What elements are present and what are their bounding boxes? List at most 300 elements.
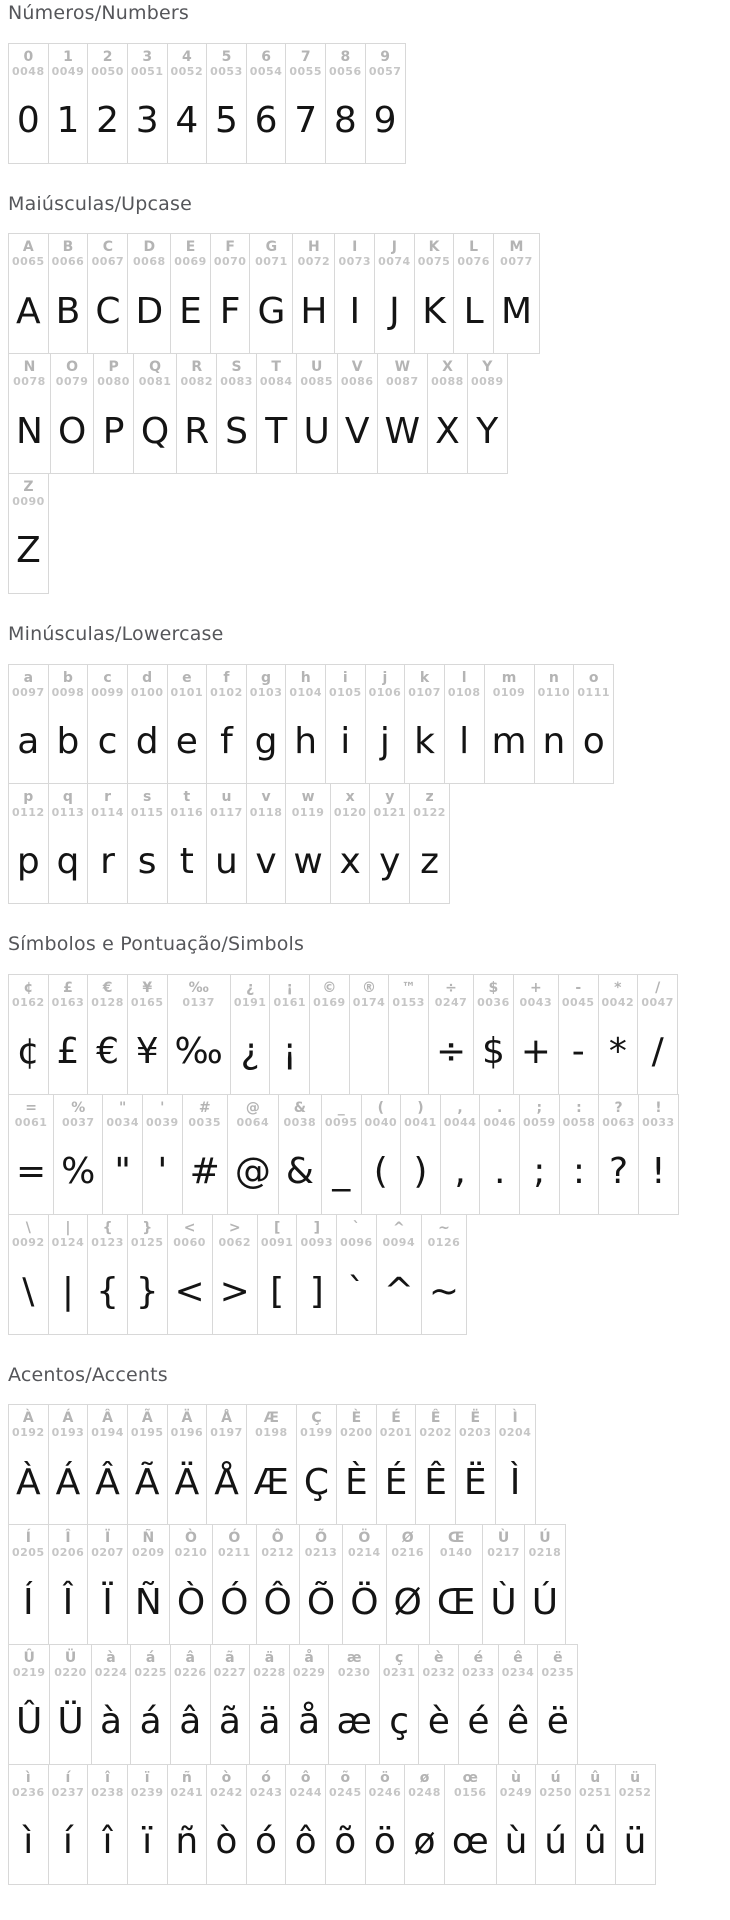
char-cell-0055 (286, 44, 326, 163)
char-code: 0126 (427, 1235, 461, 1249)
char-cell-0061 (9, 1095, 54, 1214)
glyph-sample: É (384, 1461, 408, 1503)
glyph-sample: ñ (175, 1821, 199, 1863)
char-code: 0193 (51, 1426, 85, 1440)
ref-char: U (311, 359, 323, 376)
ref-char: # (198, 1099, 211, 1116)
glyph-sample: ] (309, 1271, 324, 1313)
glyph-sample: Ò (176, 1581, 206, 1623)
glyph-sample: n (542, 720, 566, 762)
ref-char: Z (23, 479, 34, 496)
glyph-sample (353, 1010, 386, 1094)
glyph-sample: Ì (509, 1461, 521, 1503)
glyph-sample: S (225, 410, 248, 452)
char-cell-0203 (456, 1405, 496, 1524)
char-code: 0105 (329, 685, 362, 699)
glyph-sample: | (61, 1271, 74, 1313)
char-cell-0248 (405, 1765, 445, 1884)
char-cell-0083 (217, 354, 257, 473)
char-code: 0250 (539, 1785, 572, 1799)
char-code: 0124 (51, 1235, 85, 1249)
glyph-sample: v (255, 840, 277, 882)
glyph-sample: . (493, 1151, 506, 1193)
char-code: 0165 (130, 996, 164, 1010)
char-code: 0163 (51, 996, 85, 1010)
char-cell-0056 (326, 44, 366, 163)
char-cell-0071 (250, 234, 293, 353)
ref-char: Û (23, 1650, 35, 1667)
char-code: 0243 (249, 1785, 283, 1799)
ref-char: - (575, 980, 582, 997)
char-cell-0229 (290, 1645, 330, 1764)
char-code: 0128 (91, 996, 124, 1010)
ref-char: F (225, 239, 235, 256)
char-code: 0113 (51, 805, 85, 819)
char-cell-0232 (419, 1645, 459, 1764)
char-code: 0033 (642, 1116, 675, 1129)
char-code: 0062 (218, 1235, 252, 1249)
char-cell-0067 (88, 234, 128, 353)
glyph-sample: h (294, 720, 318, 762)
ref-char: Ò (185, 1530, 197, 1547)
char-cell-0047 (638, 975, 677, 1094)
char-code: 0153 (392, 996, 425, 1010)
glyph-sample: g (254, 720, 278, 762)
ref-char: í (65, 1769, 71, 1786)
ref-char: < (183, 1219, 196, 1236)
ref-char: B (62, 239, 74, 256)
glyph-sample: Ù (490, 1581, 517, 1623)
char-cell-0099 (88, 665, 128, 784)
ref-char: ï (144, 1769, 150, 1786)
ref-char: N (23, 359, 36, 376)
char-code: 0196 (170, 1426, 204, 1440)
ref-char: R (191, 359, 203, 376)
char-cell-0041 (401, 1095, 441, 1214)
char-cell-0196 (168, 1405, 208, 1524)
char-code: 0053 (210, 64, 243, 78)
char-cell-0128 (88, 975, 128, 1094)
char-code: 0238 (91, 1785, 124, 1799)
ref-char: ã (225, 1650, 235, 1667)
char-cell-0109 (485, 665, 535, 784)
glyph-sample: J (389, 290, 400, 332)
char-cell-0097 (9, 665, 49, 784)
ref-char: y (385, 789, 395, 806)
glyph-sample: w (293, 840, 323, 882)
glyph-sample: ë (546, 1701, 569, 1743)
ref-char: 5 (221, 48, 232, 65)
glyph-sample: j (379, 720, 390, 762)
ref-char: ¿ (246, 980, 255, 997)
char-cell-0122 (410, 784, 449, 903)
char-code: 0125 (130, 1235, 164, 1249)
char-code: 0120 (333, 805, 367, 819)
glyph-sample: ä (258, 1701, 281, 1743)
char-code: 0239 (130, 1785, 164, 1799)
char-cell-0074 (375, 234, 415, 353)
char-cell-0238 (88, 1765, 128, 1884)
char-code: 0218 (528, 1546, 562, 1560)
glyph-sample: 9 (373, 100, 397, 142)
char-row (8, 783, 450, 904)
ref-char: O (66, 359, 79, 376)
ref-char: K (428, 239, 440, 256)
ref-char: | (65, 1219, 71, 1236)
glyph-sample: ! (651, 1151, 666, 1193)
char-cell-0251 (576, 1765, 616, 1884)
char-cell-0043 (514, 975, 559, 1094)
glyph-sample: 6 (254, 100, 278, 142)
ref-char: \ (25, 1219, 31, 1236)
char-cell-0214 (343, 1525, 386, 1644)
ref-char: é (473, 1650, 484, 1667)
char-cell-0044 (441, 1095, 481, 1214)
char-code: 0213 (304, 1546, 338, 1560)
char-code: 0070 (213, 255, 247, 269)
ref-char: Ï (104, 1530, 111, 1547)
char-code: 0034 (106, 1116, 140, 1129)
ref-char: 2 (102, 48, 113, 65)
glyph-sample: ú (544, 1821, 568, 1863)
char-cell-0116 (168, 784, 208, 903)
glyph-sample: Ë (463, 1461, 487, 1503)
glyph-sample: } (135, 1271, 159, 1313)
char-cell-0247 (429, 975, 474, 1094)
ref-char: u (221, 789, 232, 806)
glyph-sample: Ñ (134, 1581, 162, 1623)
ref-char: ; (536, 1099, 543, 1116)
ref-char: Ù (497, 1530, 510, 1547)
char-row (8, 1094, 679, 1215)
glyph-sample: ~ (428, 1271, 460, 1313)
char-code: 0064 (236, 1116, 270, 1129)
ref-char: _ (337, 1099, 345, 1116)
glyph-sample: Õ (306, 1581, 336, 1623)
char-cell-0162 (9, 975, 49, 1094)
char-code: 0082 (180, 375, 214, 389)
char-cell-0095 (322, 1095, 362, 1214)
glyph-sample: 1 (56, 100, 80, 142)
char-cell-0119 (286, 784, 330, 903)
char-code: 0207 (91, 1546, 124, 1560)
glyph-sample: F (219, 290, 241, 332)
ref-char: J (391, 239, 397, 256)
char-code: 0041 (404, 1116, 437, 1129)
char-cell-0040 (362, 1095, 402, 1214)
glyph-sample: t (179, 840, 194, 882)
glyph-sample: Ï (102, 1581, 113, 1623)
glyph-sample: æ (336, 1701, 372, 1743)
ref-char: Å (221, 1410, 232, 1427)
glyph-sample: \ (22, 1271, 35, 1313)
glyph-sample: Ã (134, 1461, 160, 1503)
char-cell-0098 (49, 665, 89, 784)
ref-char: & (293, 1099, 306, 1116)
glyph-sample: d (135, 720, 159, 762)
ref-char: x (345, 789, 355, 806)
char-cell-0072 (293, 234, 335, 353)
section-title-accents: Acentos/Accents (8, 1363, 168, 1386)
glyph-sample: è (427, 1701, 450, 1743)
ref-char: ] (313, 1219, 320, 1236)
char-cell-0038 (279, 1095, 322, 1214)
char-cell-0034 (103, 1095, 143, 1214)
char-cell-0224 (92, 1645, 132, 1764)
char-code: 0039 (146, 1116, 179, 1129)
char-cell-0082 (177, 354, 217, 473)
glyph-sample: õ (334, 1821, 357, 1863)
glyph-sample: ? (609, 1151, 629, 1193)
glyph-sample: È (345, 1461, 368, 1503)
char-code: 0204 (498, 1426, 532, 1440)
char-code: 0156 (453, 1785, 487, 1799)
ref-char: 3 (142, 48, 153, 65)
glyph-sample: ^ (383, 1271, 414, 1313)
char-cell-0035 (183, 1095, 228, 1214)
ref-char: Ø (401, 1530, 414, 1547)
char-code: 0233 (462, 1666, 495, 1680)
ref-char: P (108, 359, 119, 376)
ref-char: € (102, 980, 113, 997)
char-code: 0037 (61, 1116, 95, 1129)
ref-char: ø (419, 1769, 430, 1786)
char-cell-0073 (335, 234, 375, 353)
ref-char: m (501, 669, 517, 686)
char-cell-0252 (616, 1765, 655, 1884)
char-code: 0086 (340, 375, 374, 389)
ref-char: . (497, 1099, 503, 1116)
glyph-sample: Á (55, 1461, 81, 1503)
char-code: 0088 (431, 375, 464, 389)
ref-char: À (22, 1410, 34, 1427)
char-code: 0099 (91, 685, 124, 699)
char-code: 0068 (133, 255, 166, 269)
glyph-sample: ) (413, 1151, 428, 1193)
char-code: 0056 (329, 64, 362, 78)
char-cell-0209 (128, 1525, 170, 1644)
char-code: 0197 (210, 1426, 243, 1440)
ref-char: ' (160, 1099, 165, 1116)
char-row (8, 233, 540, 354)
glyph-sample: _ (332, 1151, 351, 1193)
glyph-sample: Å (214, 1461, 239, 1503)
char-code: 0067 (91, 255, 125, 269)
ref-char: ñ (181, 1769, 192, 1786)
char-code: 0162 (12, 996, 45, 1010)
glyph-sample: 8 (333, 100, 357, 142)
glyph-sample: û (583, 1821, 607, 1863)
char-cell-0060 (168, 1215, 213, 1334)
char-code: 0109 (492, 685, 526, 699)
char-cell-0110 (535, 665, 575, 784)
char-code: 0174 (352, 996, 386, 1010)
ref-char: å (304, 1650, 314, 1667)
ref-char: q (62, 789, 73, 806)
glyph-sample: + (520, 1031, 551, 1073)
ref-char: X (442, 359, 453, 376)
char-cell-0104 (286, 665, 326, 784)
ref-char: Î (65, 1530, 71, 1547)
ref-char: a (23, 669, 34, 686)
char-row (8, 664, 614, 785)
char-code: 0200 (340, 1426, 373, 1440)
char-cell-0237 (49, 1765, 89, 1884)
glyph-sample: o (582, 720, 605, 762)
ref-char: â (185, 1650, 195, 1667)
char-cell-0101 (168, 665, 208, 784)
ref-char: V (351, 359, 363, 376)
glyph-sample: ¢ (16, 1031, 40, 1073)
ref-char: ä (264, 1650, 275, 1667)
char-cell-0118 (247, 784, 287, 903)
glyph-sample: O (57, 410, 87, 452)
char-cell-0079 (51, 354, 94, 473)
char-code: 0242 (210, 1785, 243, 1799)
ref-char: 4 (181, 48, 192, 65)
char-code: 0118 (249, 805, 283, 819)
char-cell-0217 (483, 1525, 524, 1644)
ref-char: ¥ (142, 980, 153, 997)
ref-char: d (142, 669, 153, 686)
char-code: 0161 (273, 996, 307, 1010)
char-code: 0084 (259, 375, 293, 389)
glyph-sample: = (16, 1151, 47, 1193)
ref-char: Ê (430, 1410, 441, 1427)
char-cell-0205 (9, 1525, 49, 1644)
char-cell-0219 (9, 1645, 50, 1764)
ref-char: p (23, 789, 34, 806)
ref-char: ç (394, 1650, 404, 1667)
char-cell-0200 (337, 1405, 377, 1524)
char-cell-0114 (88, 784, 128, 903)
ref-char: c (103, 669, 112, 686)
ref-char: Õ (315, 1530, 327, 1547)
char-cell-0235 (538, 1645, 577, 1764)
glyph-sample: Û (16, 1701, 43, 1743)
char-code: 0248 (408, 1785, 441, 1799)
char-code: 0211 (218, 1546, 251, 1560)
char-cell-0078 (9, 354, 51, 473)
glyph-sample: à (100, 1701, 123, 1743)
char-cell-0036 (474, 975, 514, 1094)
ref-char: W (394, 359, 411, 376)
glyph-sample: Í (23, 1581, 34, 1623)
char-cell-0086 (338, 354, 378, 473)
ref-char: * (614, 980, 622, 997)
char-cell-0033 (639, 1095, 678, 1214)
char-code: 0106 (368, 685, 402, 699)
ref-char: ? (614, 1099, 623, 1116)
ref-char: è (434, 1650, 444, 1667)
char-code: 0060 (173, 1235, 206, 1249)
glyph-sample: 3 (135, 100, 159, 142)
ref-char: © (322, 980, 337, 997)
ref-char: L (469, 239, 479, 256)
glyph-sample: B (55, 290, 81, 332)
glyph-sample: ¡ (282, 1031, 297, 1073)
char-code: 0102 (210, 685, 243, 699)
char-cell-0065 (9, 234, 49, 353)
glyph-sample: ç (389, 1701, 410, 1743)
char-cell-0057 (366, 44, 405, 163)
ref-char: ‰ (188, 980, 209, 997)
ref-char: b (62, 669, 73, 686)
char-cell-0070 (211, 234, 251, 353)
ref-char: I (352, 239, 358, 256)
char-code: 0076 (457, 255, 490, 269)
char-code: 0054 (249, 64, 283, 78)
glyph-sample: 5 (214, 100, 238, 142)
glyph-sample: Y (476, 410, 499, 452)
glyph-sample: Ö (350, 1581, 379, 1623)
ref-char: Ú (539, 1530, 551, 1547)
char-cell-0225 (131, 1645, 171, 1764)
char-cell-0201 (377, 1405, 417, 1524)
ref-char: Æ (263, 1410, 279, 1427)
char-cell-0100 (128, 665, 168, 784)
ref-char: ( (377, 1099, 385, 1116)
char-cell-0092 (9, 1215, 49, 1334)
char-code: 0063 (602, 1116, 635, 1129)
ref-char: o (588, 669, 599, 686)
ref-char: Ë (470, 1410, 481, 1427)
glyph-sample: ò (215, 1821, 238, 1863)
char-code: 0111 (577, 685, 611, 699)
glyph-sample: ‰ (174, 1031, 223, 1073)
char-code: 0230 (337, 1666, 371, 1680)
char-code: 0047 (641, 996, 674, 1010)
char-code: 0140 (439, 1546, 473, 1560)
char-cell-0087 (378, 354, 429, 473)
char-code: 0035 (188, 1116, 222, 1129)
section-title-lowercase: Minúsculas/Lowercase (8, 622, 224, 645)
char-code: 0195 (130, 1426, 164, 1440)
char-cell-0112 (9, 784, 49, 903)
char-code: 0241 (170, 1785, 204, 1799)
glyph-sample: £ (56, 1031, 80, 1073)
ref-char: G (265, 239, 278, 256)
char-code: 0104 (289, 685, 322, 699)
ref-char: w (301, 789, 315, 806)
ref-char: k (419, 669, 430, 686)
glyph-sample: ù (504, 1821, 528, 1863)
char-cell-0037 (54, 1095, 103, 1214)
char-code: 0036 (477, 996, 510, 1010)
section-numbers (8, 2, 722, 164)
glyph-sample: X (435, 410, 460, 452)
char-row (8, 1644, 578, 1765)
char-code: 0123 (91, 1235, 124, 1249)
glyph-sample: y (379, 840, 401, 882)
ref-char: + (529, 980, 542, 997)
char-code: 0198 (255, 1426, 288, 1440)
char-code: 0117 (210, 805, 243, 819)
ref-char: ú (550, 1769, 561, 1786)
char-code: 0114 (91, 805, 124, 819)
glyph-sample: Æ (253, 1461, 289, 1503)
section-accents (8, 1364, 722, 1885)
char-code: 0236 (12, 1785, 45, 1799)
ref-char: : (576, 1099, 582, 1116)
glyph-sample: p (16, 840, 40, 882)
char-code: 0081 (138, 375, 172, 389)
ref-char: M (509, 239, 524, 256)
glyph-sample: % (61, 1151, 96, 1193)
char-code: 0094 (382, 1235, 416, 1249)
ref-char: 0 (23, 48, 34, 65)
char-cell-0198 (247, 1405, 297, 1524)
